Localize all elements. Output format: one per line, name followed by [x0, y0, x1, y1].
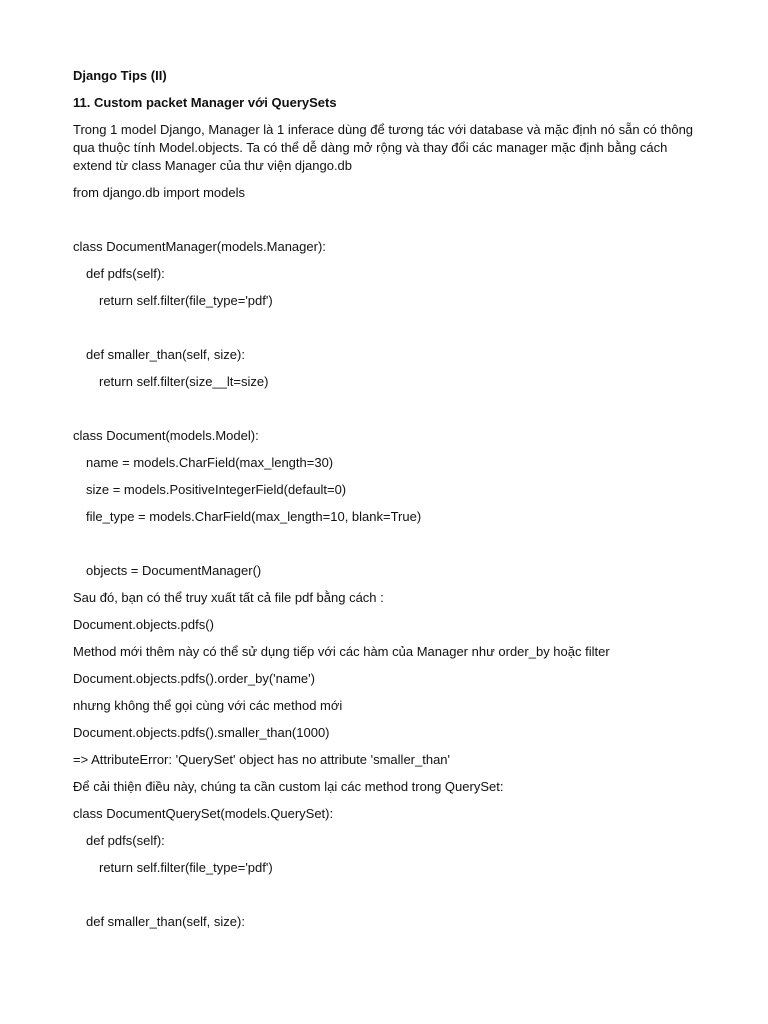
code-line-smaller-def: def smaller_than(self, size):	[86, 347, 245, 362]
intro-line: extend từ class Manager của thư viện django.db	[73, 158, 353, 173]
code-line-objects-field: objects = DocumentManager()	[86, 563, 262, 578]
code-line-name-field: name = models.CharField(max_length=30)	[86, 455, 334, 470]
example-smaller: Document.objects.pdfs().smaller_than(1000)	[73, 725, 330, 740]
text-error: => AttributeError: 'QuerySet' object has no attribute 'smaller_than'	[73, 752, 451, 767]
document-body	[73, 67, 713, 931]
document-title: Django Tips (II)	[73, 68, 167, 83]
code-line-qs-pdfs-def: def pdfs(self):	[86, 833, 165, 848]
intro-paragraph	[73, 121, 713, 175]
code-import-line: from django.db import models	[73, 185, 245, 200]
code-line-manager-class: class DocumentManager(models.Manager):	[73, 239, 326, 254]
code-line-size-field: size = models.PositiveIntegerField(default=0)	[86, 482, 347, 497]
section-heading: 11. Custom packet Manager với QuerySets	[73, 95, 337, 110]
text-after: Sau đó, bạn có thể truy xuất tất cả file pdf bằng cách :	[73, 590, 384, 605]
code-line-queryset-class: class DocumentQuerySet(models.QuerySet):	[73, 806, 334, 821]
code-line-model-class: class Document(models.Model):	[73, 428, 259, 443]
code-line-qs-smaller-def: def smaller_than(self, size):	[86, 914, 245, 929]
code-line-pdfs-def: def pdfs(self):	[86, 266, 165, 281]
code-line-qs-pdfs-return: return self.filter(file_type='pdf')	[99, 860, 273, 875]
example-pdfs: Document.objects.pdfs()	[73, 617, 214, 632]
code-line-file-type-field: file_type = models.CharField(max_length=10, blank=True)	[86, 509, 422, 524]
intro-line: qua thuộc tính Model.objects. Ta có thể dễ dàng mở rộng và thay đổi các manager mặc định bằng cách	[73, 140, 668, 155]
code-line-pdfs-return: return self.filter(file_type='pdf')	[99, 293, 273, 308]
text-cannot: nhưng không thể gọi cùng với các method mới	[73, 698, 343, 713]
text-improve: Để cải thiện điều này, chúng ta cần custom lại các method trong QuerySet:	[73, 779, 504, 794]
text-method: Method mới thêm này có thể sử dụng tiếp với các hàm của Manager như order_by hoặc filter	[73, 644, 610, 659]
example-order-by: Document.objects.pdfs().order_by('name')	[73, 671, 315, 686]
intro-line: Trong 1 model Django, Manager là 1 inferace dùng để tương tác với database và mặc định nó sẵn có thông	[73, 122, 694, 137]
code-line-smaller-return: return self.filter(size__lt=size)	[99, 374, 269, 389]
